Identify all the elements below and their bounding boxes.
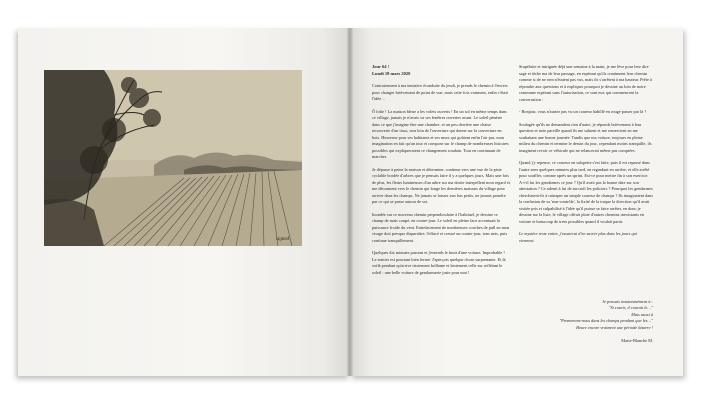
signature: Marie-Blanche M. — [621, 337, 653, 343]
paragraph: Quand j'y repense, ce coureur en salopette s'est faite, puis il est repassé dans l'autre sens quelques minutes plus tard, en regardant en arrière, et elle arrêté pour souffler, comme après un sprint. Est-ce pour mettre fin à son exercice. A-t-il fui les gendarmes ce jour ? Qu'il avait pas la bonne date sur son attestation ? Ce ralenti à fui de surcroît les policiers ? Pourquoi les gendarmes cherchaient-ils à rattraper un simple coureur de champs ? Ils imaginaient dans la confusion de sa 'non-contrôle', la fixité de la traque la direction qu'il avait visitée pris et culpabilisé à l'idée qu'il puisse se faire arrêter, en donc je dessine sur la liste, le village offrait pluie d'autres chemins inexistants en voiture et beaucoup de trees possibles quand il voulait partir. — [519, 160, 653, 224]
entry-date: Lundi 18 mars 2020 — [372, 70, 411, 76]
closing-quote — [519, 292, 653, 351]
book-spine — [347, 28, 353, 376]
sketch-image — [44, 70, 302, 246]
paragraph: Inondée sur ce nouveau chemin perpendiculaire à l'habituel, je dessine ce champ de maïs coupé, en contre-jour. Le soleil en pleine face accentuait la puissance froide du vent. Entrelacement de nombreuses couches de pull en mon visage doit presque disparaître, l'effacé et creusé un contre-jour, tons nets, puis continue tranquillement. — [372, 211, 510, 243]
svg-text:signed: signed — [276, 237, 290, 242]
paragraph: Je dépasse à peine la maison et détermine, continue vers une vue de la piste cyclable bordée d'arbres que je pensais faire il y a quelques jours. Mais une fois de plus, les fleurs lumineuses d'un arbre sur ma droite interpellent mon regard et me détournent vers le chemin qui longe les dernières maisons du village pour arriver dans les champs. Ne jamais se laisser aux bas petits, ne jamais prendre par ce qui se passe autour de soi. — [372, 166, 510, 204]
paragraph: Stupéfaite et intriguée déjà une semaine à la main, je me lève pour leur dire sage et tâche ma de leur passage, en espérant qu'ils continuent leur chemin comme si de ne rien n'étaient pas vus, mais ils s'arrêtent à ma hauteur. Prête à répondre aux questions et à expliquer pourquoi je dessine au loin de notre commune espérant sans l'autorisation, ce sont eux qui commencent la conversation : — [519, 64, 652, 102]
paragraph: Soulagée qu'ils ne demandent rien d'autre, je réponds brièvement à leur question et note pareille quand ils me saluent et me remercient en me souhaitant une bonne journée. Tandis que ma voiture, toujours en pleine milieu du chemin et termine le dessin du jour, cependant moins tranquille, ils imaginent revoir ce véhicule qui ne relancerait même pas comptées. — [519, 121, 652, 153]
paragraph: Contrairement à ma tentative éconduite du jeudi, je prends le chemin à l'envers pour changer brièvement de point de vue, mais cette fois vraiment, enfin c'était l'idée… — [372, 83, 508, 101]
paragraph: - Bonjour, vous n'auriez pas vu un coureur habillé en rouge passer par là ? — [519, 109, 647, 114]
journal-column-left — [372, 64, 510, 282]
journal-column-right — [519, 64, 653, 250]
paragraph: Le mystère reste entier, j'essaierai d'en savoir plus dans les jours qui viennent. — [519, 231, 638, 243]
paragraph: Quelques dix minutes passent et j'entends le bruit d'une voiture. Improbable ! Le sentier est pourtant bien fermé. J'aperçois quelque chose surprenante. Et là voilà pendant qu'arrive tristement brillante et lentement celle sur reflétant le soleil : une belle voiture de gendarmerie juste pour moi ! — [372, 250, 506, 275]
paragraph: Ô folie ! La maison bleue a les volets ouverts ! En un sol en même temps dans ce village, jamais je n'avais vu ses fenêtres ouvertes avant. Le soleil pénètre dans ce que j'imagine être une chambre, et un peu derrière une chaise recouverte d'un tissu, non loin de l'ouverture qui donne sur la couverture en bois. Heureuse pour ses habitants et ses murs qui goûtent enfin l'air pur, mon imagination en fait qu'un tour et compose sur le champ de nombreuses histoires possibles qui expliqueraient ce changement soudain. Tout en continuant de marcher. — [372, 108, 509, 159]
entry-title: Jour 64 ! — [372, 64, 390, 69]
quote-text: Je pensais instantanément à : "Si courir, il courait le…" Mais aussi à "Promenons-nous dans les champs pendant que les…" Heure encore vraiment une période bizarre ! — [559, 298, 653, 330]
landscape-drawing-illustration — [44, 70, 302, 246]
